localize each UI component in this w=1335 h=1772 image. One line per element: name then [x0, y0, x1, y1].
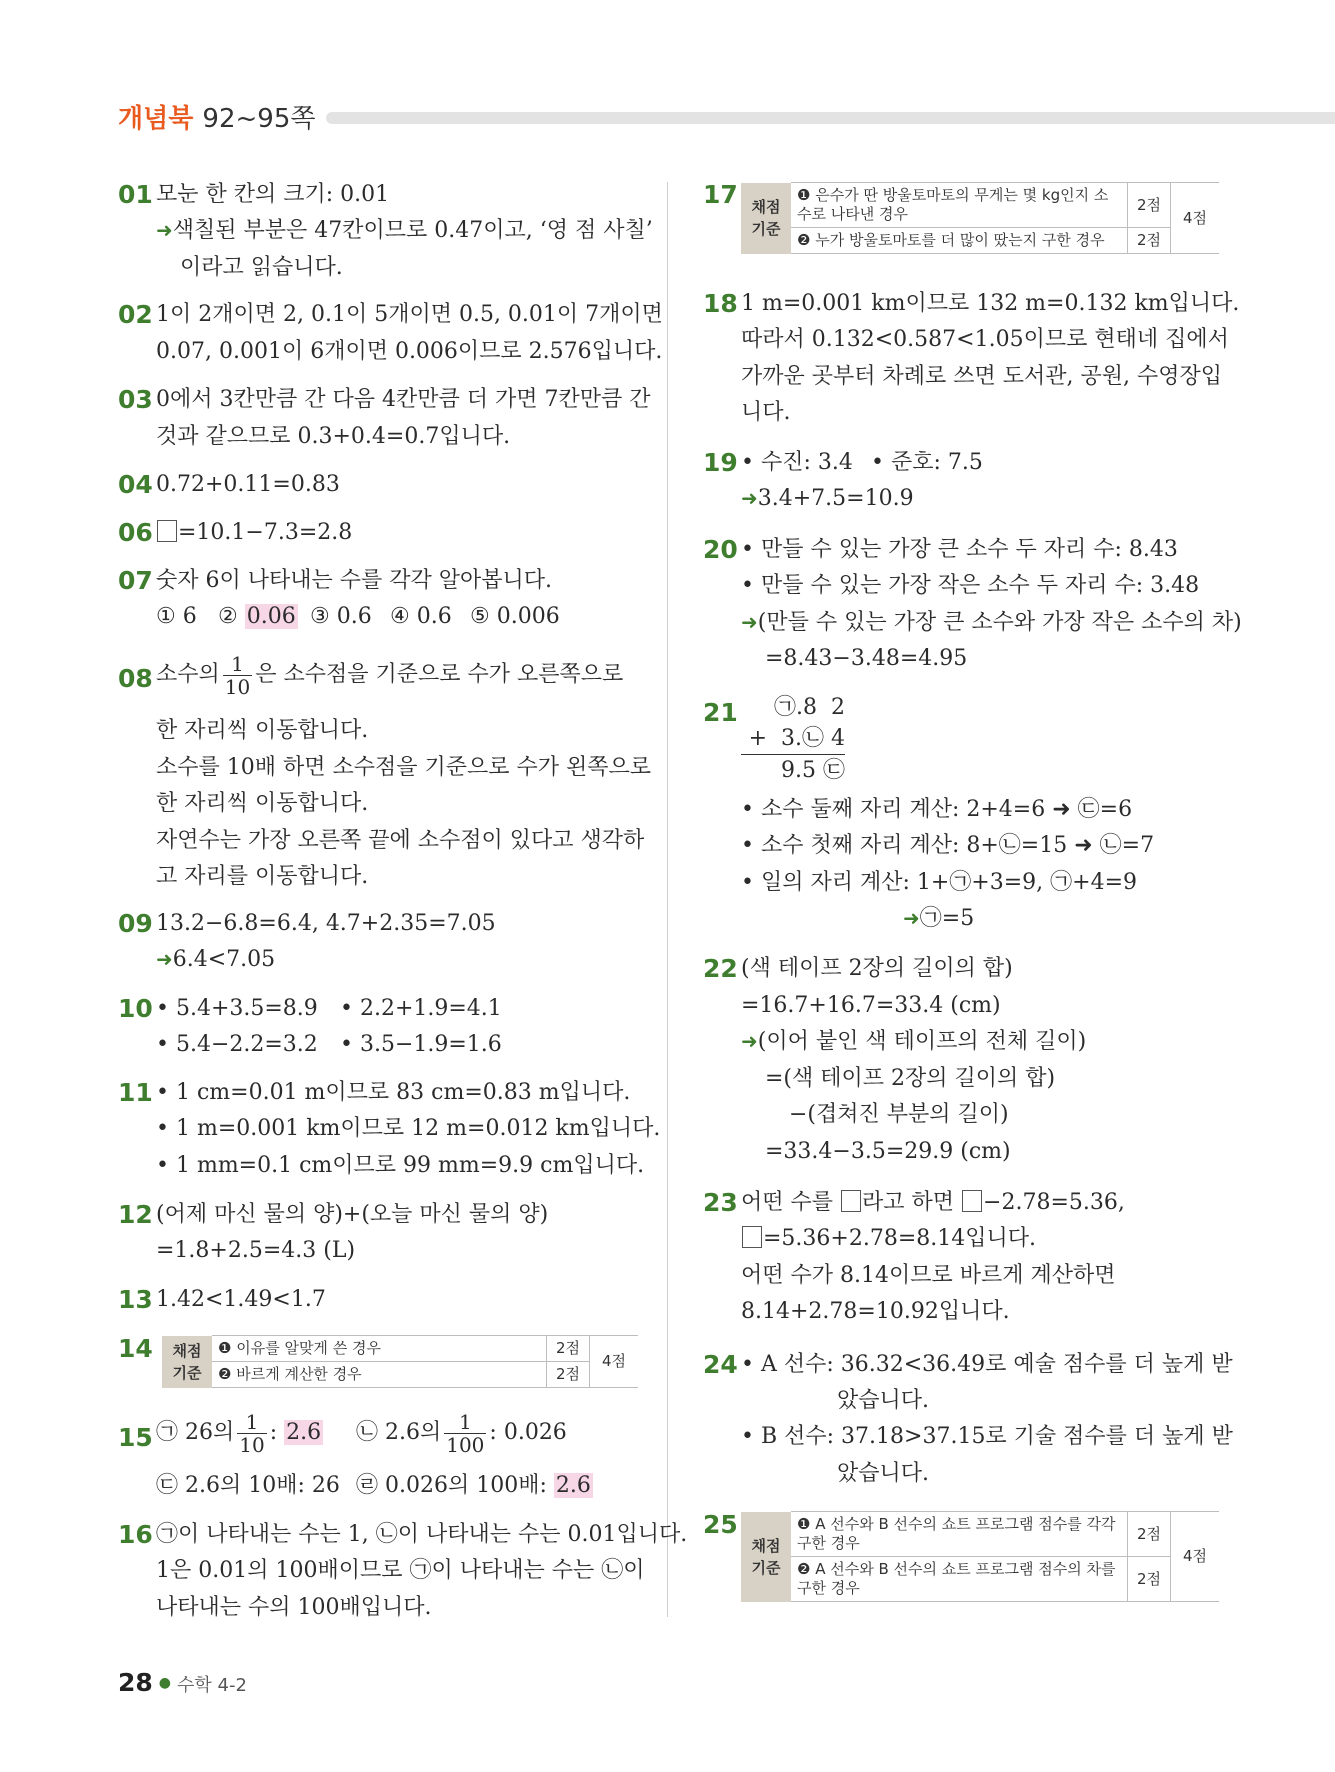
header-page-range: 92~95쪽 — [202, 104, 316, 134]
answer-line: • 수진: 3.4 — [741, 450, 853, 475]
answer-line: 소수를 10배 하면 소수점을 기준으로 수가 왼쪽으로 — [156, 755, 651, 780]
question-number: 08 — [118, 664, 153, 693]
answer-line: 자연수는 가장 오른쪽 끝에 소수점이 있다고 생각하 — [156, 828, 645, 853]
answer-line: =33.4−3.5=29.9 (cm) — [765, 1139, 1011, 1164]
answer-line: 한 자리씩 이동합니다. — [156, 718, 369, 743]
addition-row: + 3.㉡ 4 — [748, 726, 845, 751]
criteria-row: ❶ 이유를 알맞게 쓴 경우 — [212, 1336, 547, 1362]
option-5: ⑤ 0.006 — [470, 604, 560, 629]
question-number: 03 — [118, 385, 153, 414]
answer-line: 고 자리를 이동합니다. — [156, 864, 369, 889]
answer-line: 것과 같으므로 0.3+0.4=0.7입니다. — [156, 424, 511, 449]
answer-line: • 2.2+1.9=4.1 — [340, 996, 502, 1021]
criteria-row: ❷ A 선수와 B 선수의 쇼트 프로그램 점수의 차를 구한 경우 — [791, 1557, 1128, 1602]
criteria-label: 채점 기준 — [162, 1336, 212, 1388]
answer-line: • 준호: 7.5 — [871, 450, 983, 475]
answer-line: 1이 2개이면 2, 0.1이 5개이면 0.5, 0.01이 7개이면 — [156, 302, 663, 327]
answer-line: −(겹쳐진 부분의 길이) — [789, 1102, 1009, 1127]
answer-line: ➜3.4+7.5=10.9 — [741, 486, 914, 511]
criteria-label: 채점 기준 — [741, 183, 791, 254]
answer-line: • 1 mm=0.1 cm이므로 99 mm=9.9 cm입니다. — [156, 1153, 645, 1178]
answer-line: =5.36+2.78=8.14입니다. — [741, 1220, 1036, 1257]
answer-line: 8.14+2.78=10.92입니다. — [741, 1299, 1010, 1324]
answer-line: 13.2−6.8=6.4, 4.7+2.35=7.05 — [156, 911, 496, 936]
answer-line: 소수의 $\frac{1}{10}$ 은 소수점을 기준으로 수가 오른쪽으로 — [156, 651, 624, 699]
question-number: 21 — [703, 698, 738, 727]
answer-line: =10.1−7.3=2.8 — [156, 514, 352, 551]
question-number: 15 — [118, 1423, 153, 1452]
answer-line: ➜6.4<7.05 — [156, 947, 276, 972]
question-number: 14 — [118, 1334, 153, 1363]
question-number: 04 — [118, 470, 153, 499]
header-category: 개념북 — [118, 104, 194, 134]
highlighted-answer: 2.6 — [555, 1473, 591, 1498]
criteria-total: 4점 — [590, 1336, 639, 1388]
answer-line: =16.7+16.7=33.4 (cm) — [741, 993, 1001, 1018]
header-bar — [326, 112, 1335, 124]
answer-line: 어떤 수가 8.14이므로 바르게 계산하면 — [741, 1263, 1116, 1288]
scoring-criteria-table — [741, 182, 1219, 254]
blank-box — [962, 1190, 982, 1212]
addition-result: 9.5 ㉢ — [741, 754, 845, 786]
answer-line: ㉠ 26의 $\frac{1}{10}$ : 2.6 — [156, 1409, 322, 1457]
option-2: ② 0.06 — [218, 604, 296, 629]
answer-line: • 소수 첫째 자리 계산: 8+㉡=15 ➜ ㉡=7 — [741, 833, 1155, 858]
criteria-row: ❶ A 선수와 B 선수의 쇼트 프로그램 점수를 각각 구한 경우 — [791, 1512, 1128, 1557]
book-title: 수학 4-2 — [177, 1675, 247, 1696]
question-number: 06 — [118, 518, 153, 547]
question-number: 02 — [118, 300, 153, 329]
fraction: $\frac{1}{10}$ — [239, 1409, 265, 1457]
answer-line: • 1 m=0.001 km이므로 12 m=0.012 km입니다. — [156, 1116, 661, 1141]
arrow-icon: ➜ — [156, 218, 173, 242]
option-1: ① 6 — [156, 604, 197, 629]
answer-line: • B 선수: 37.18>37.15로 기술 점수를 더 높게 받 — [741, 1424, 1233, 1449]
answer-line: 모눈 한 칸의 크기: 0.01 — [156, 182, 390, 207]
criteria-points: 2점 — [547, 1336, 590, 1362]
answer-line: • 소수 둘째 자리 계산: 2+4=6 ➜ ㉢=6 — [741, 797, 1133, 822]
criteria-row: ❶ 은수가 딴 방울토마토의 무게는 몇 kg인지 소수로 나타낸 경우 — [791, 183, 1128, 228]
answer-line: • 5.4−2.2=3.2 — [156, 1032, 318, 1057]
answer-line: • 일의 자리 계산: 1+㉠+3=9, ㉠+4=9 — [741, 870, 1138, 895]
answer-line: 1 m=0.001 km이므로 132 m=0.132 km입니다. — [741, 291, 1240, 316]
arrow-icon: ➜ — [741, 610, 758, 634]
question-number: 25 — [703, 1510, 738, 1539]
option-3: ③ 0.6 — [310, 604, 372, 629]
answer-line: 한 자리씩 이동합니다. — [156, 791, 369, 816]
answer-line: • 5.4+3.5=8.9 — [156, 996, 318, 1021]
criteria-points: 2점 — [1128, 183, 1171, 228]
answer-line: ➜색칠된 부분은 47칸이므로 0.47이고, ‘영 점 사칠’ — [156, 218, 653, 243]
answer-line: 니다. — [741, 400, 791, 425]
column-divider — [667, 182, 668, 1617]
answer-line: 어떤 수를 라고 하면 −2.78=5.36, — [741, 1190, 1125, 1215]
answer-line: 았습니다. — [837, 1388, 930, 1413]
arrow-icon: ➜ — [741, 486, 758, 510]
answer-line: 1은 0.01의 100배이므로 ㉠이 나타내는 수는 ㉡이 — [156, 1558, 645, 1583]
answer-line: =1.8+2.5=4.3 (L) — [156, 1238, 356, 1263]
highlighted-answer: 0.06 — [246, 604, 296, 629]
answer-line: 가까운 곳부터 차례로 쓰면 도서관, 공원, 수영장입 — [741, 364, 1222, 389]
fraction: $\frac{1}{10}$ — [224, 651, 251, 699]
criteria-points: 2점 — [1128, 228, 1171, 254]
criteria-total: 4점 — [1171, 1512, 1220, 1602]
answer-line: 이라고 읽습니다. — [180, 255, 343, 280]
answer-line: 0.07, 0.001이 6개이면 0.006이므로 2.576입니다. — [156, 339, 663, 364]
answer-line: 나타내는 수의 100배입니다. — [156, 1595, 432, 1620]
question-number: 22 — [703, 954, 738, 983]
addition-row: ㉠.8 2 — [774, 695, 845, 720]
question-number: 12 — [118, 1200, 153, 1229]
question-number: 20 — [703, 535, 738, 564]
question-number: 10 — [118, 994, 153, 1023]
scoring-criteria-table — [741, 1511, 1219, 1602]
question-number: 01 — [118, 180, 153, 209]
answer-line: ㉡ 2.6의 $\frac{1}{100}$ : 0.026 — [356, 1409, 567, 1457]
answer-line: • 1 cm=0.01 m이므로 83 cm=0.83 m입니다. — [156, 1080, 631, 1105]
criteria-row: ❷ 누가 방울토마토를 더 많이 땄는지 구한 경우 — [791, 228, 1128, 254]
answer-line: =(색 테이프 2장의 길이의 합) — [765, 1066, 1056, 1091]
criteria-points: 2점 — [1128, 1557, 1171, 1602]
answer-line: (어제 마신 물의 양)+(오늘 마신 물의 양) — [156, 1202, 549, 1227]
scoring-criteria-table — [162, 1335, 638, 1388]
blank-box — [742, 1226, 762, 1248]
arrow-icon: ➜ — [903, 906, 920, 930]
blank-box — [841, 1190, 861, 1212]
answer-line: ➜(만들 수 있는 가장 큰 소수와 가장 작은 소수의 차) — [741, 610, 1242, 635]
question-number: 07 — [118, 566, 153, 595]
answer-line: • 만들 수 있는 가장 작은 소수 두 자리 수: 3.48 — [741, 573, 1200, 598]
page-header — [118, 98, 316, 135]
answer-line: • 만들 수 있는 가장 큰 소수 두 자리 수: 8.43 — [741, 537, 1178, 562]
answer-line: 따라서 0.132<0.587<1.05이므로 현태네 집에서 — [741, 327, 1229, 352]
answer-line: 0에서 3칸만큼 간 다음 4칸만큼 더 가면 7칸만큼 간 — [156, 387, 651, 412]
arrow-icon: ➜ — [741, 1029, 758, 1053]
answer-line: ㉢ 2.6의 10배: 26 — [156, 1473, 340, 1498]
page-number: 28 — [118, 1668, 153, 1697]
answer-line: • 3.5−1.9=1.6 — [340, 1032, 502, 1057]
question-number: 16 — [118, 1520, 153, 1549]
vertical-addition — [741, 692, 845, 786]
page-footer — [118, 1668, 247, 1697]
question-number: 13 — [118, 1285, 153, 1314]
answer-line: ㉠이 나타내는 수는 1, ㉡이 나타내는 수는 0.01입니다. — [156, 1522, 688, 1547]
answer-line: 0.72+0.11=0.83 — [156, 472, 340, 497]
question-number: 09 — [118, 909, 153, 938]
question-number: 17 — [703, 180, 738, 209]
answer-line: =8.43−3.48=4.95 — [765, 646, 968, 671]
highlighted-answer: 2.6 — [286, 1420, 322, 1445]
bullet-dot-icon: ● — [158, 1675, 172, 1691]
question-number: 11 — [118, 1078, 153, 1107]
answer-line: ➜(이어 붙인 색 테이프의 전체 길이) — [741, 1029, 1087, 1054]
answer-line: 1.42<1.49<1.7 — [156, 1287, 326, 1312]
answer-line: ➜㉠=5 — [903, 906, 975, 931]
criteria-points: 2점 — [547, 1362, 590, 1388]
criteria-points: 2점 — [1128, 1512, 1171, 1557]
answer-line: • A 선수: 36.32<36.49로 예술 점수를 더 높게 받 — [741, 1352, 1233, 1377]
answer-line: (색 테이프 2장의 길이의 합) — [741, 956, 1013, 981]
answer-line: 숫자 6이 나타내는 수를 각각 알아봅니다. — [156, 568, 552, 593]
question-number: 24 — [703, 1350, 738, 1379]
criteria-label: 채점 기준 — [741, 1512, 791, 1602]
answer-line: 았습니다. — [837, 1461, 930, 1486]
question-number: 23 — [703, 1188, 738, 1217]
criteria-total: 4점 — [1171, 183, 1220, 254]
criteria-row: ❷ 바르게 계산한 경우 — [212, 1362, 547, 1388]
answer-line: ㉣ 0.026의 100배: 2.6 — [356, 1473, 591, 1498]
option-4: ④ 0.6 — [390, 604, 452, 629]
question-number: 18 — [703, 289, 738, 318]
arrow-icon: ➜ — [156, 947, 173, 971]
fraction: $\frac{1}{100}$ — [446, 1409, 485, 1457]
blank-box — [157, 520, 177, 542]
question-number: 19 — [703, 448, 738, 477]
